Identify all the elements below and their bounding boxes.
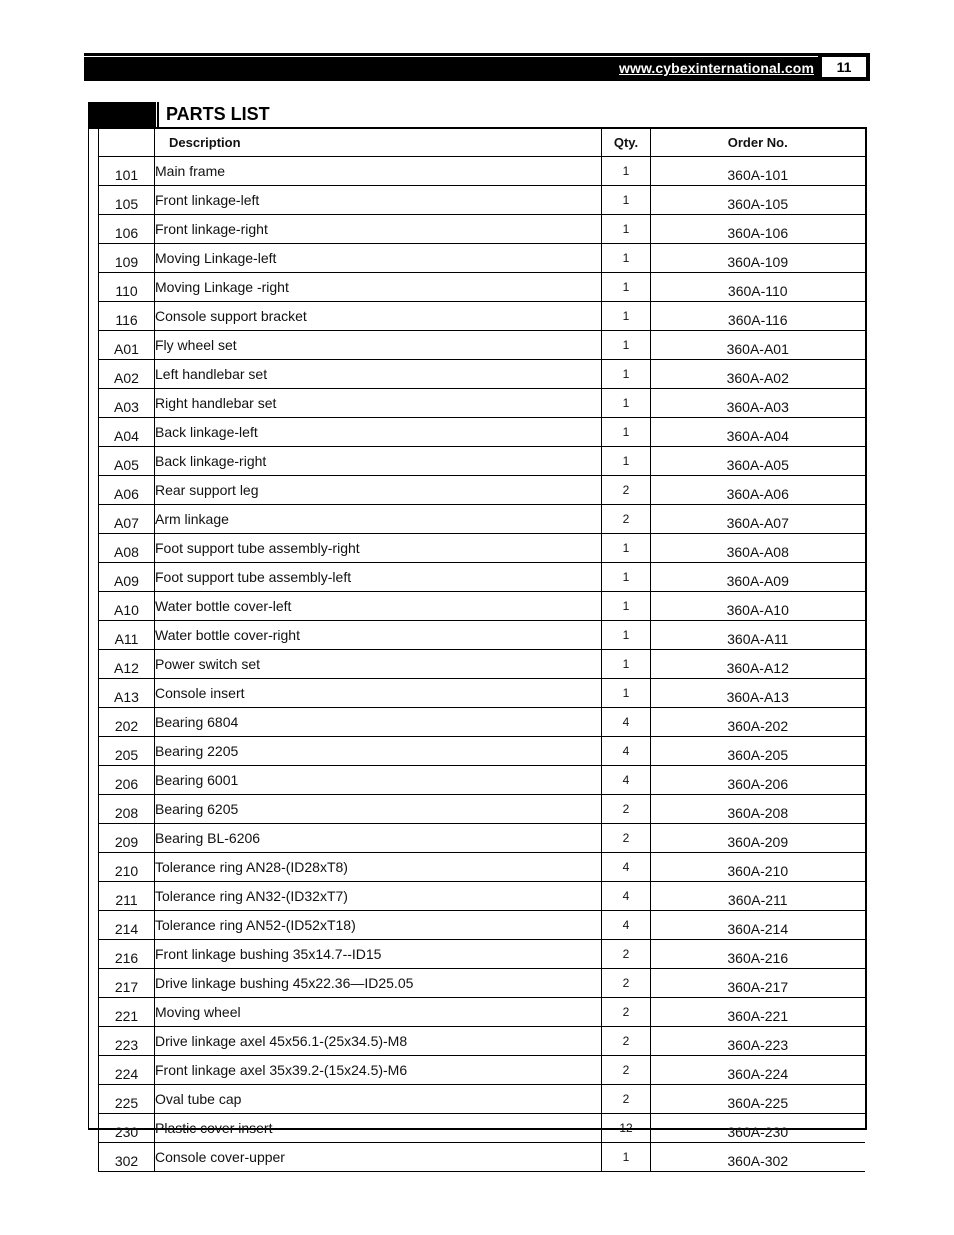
qty-cell: 1 [602, 1143, 651, 1172]
qty-cell: 4 [602, 737, 651, 766]
table-row [99, 389, 865, 418]
order-number-cell: 360A-302 [651, 1143, 865, 1172]
order-number-cell: 360A-210 [651, 853, 865, 882]
order-number-cell: 360A-106 [651, 215, 865, 244]
header-divider [84, 56, 818, 57]
table-row [99, 592, 865, 621]
part-number-cell: A09 [99, 563, 155, 592]
part-number-cell: A05 [99, 447, 155, 476]
description-cell: Console cover-upper [155, 1143, 602, 1172]
part-number-cell: 202 [99, 708, 155, 737]
order-number-cell: 360A-A10 [651, 592, 865, 621]
table-row [99, 824, 865, 853]
qty-cell: 2 [602, 1027, 651, 1056]
section-marker-block [88, 102, 156, 127]
qty-cell: 4 [602, 708, 651, 737]
table-row [99, 940, 865, 969]
description-cell: Arm linkage [155, 505, 602, 534]
table-row [99, 302, 865, 331]
description-cell: Bearing 6205 [155, 795, 602, 824]
order-number-cell: 360A-A08 [651, 534, 865, 563]
part-number-cell: 214 [99, 911, 155, 940]
description-cell: Drive linkage axel 45x56.1-(25x34.5)-M8 [155, 1027, 602, 1056]
description-cell: Tolerance ring AN28-(ID28xT8) [155, 853, 602, 882]
qty-cell: 1 [602, 389, 651, 418]
qty-cell: 2 [602, 476, 651, 505]
order-number-cell: 360A-A13 [651, 679, 865, 708]
qty-cell: 4 [602, 882, 651, 911]
table-row [99, 853, 865, 882]
order-number-cell: 360A-208 [651, 795, 865, 824]
description-cell: Foot support tube assembly-left [155, 563, 602, 592]
section-title: PARTS LIST [166, 104, 270, 124]
qty-cell: 1 [602, 679, 651, 708]
order-number-cell: 360A-105 [651, 186, 865, 215]
part-number-cell: 105 [99, 186, 155, 215]
order-number-cell: 360A-217 [651, 969, 865, 998]
table-row [99, 563, 865, 592]
part-number-cell: A12 [99, 650, 155, 679]
qty-cell: 1 [602, 244, 651, 273]
qty-cell: 4 [602, 911, 651, 940]
description-cell: Back linkage-right [155, 447, 602, 476]
part-number-cell: 205 [99, 737, 155, 766]
qty-cell: 4 [602, 766, 651, 795]
table-row [99, 1114, 865, 1143]
description-cell: Back linkage-left [155, 418, 602, 447]
description-cell: Bearing BL-6206 [155, 824, 602, 853]
description-cell: Power switch set [155, 650, 602, 679]
section-marker-rule [157, 102, 159, 127]
order-number-cell: 360A-216 [651, 940, 865, 969]
table-row [99, 476, 865, 505]
order-number-cell: 360A-224 [651, 1056, 865, 1085]
description-cell: Front linkage bushing 35x14.7--ID15 [155, 940, 602, 969]
qty-cell: 2 [602, 505, 651, 534]
description-cell: Bearing 2205 [155, 737, 602, 766]
qty-cell: 1 [602, 418, 651, 447]
part-number-cell: 224 [99, 1056, 155, 1085]
qty-cell: 1 [602, 360, 651, 389]
qty-cell: 1 [602, 157, 651, 186]
part-number-cell: 209 [99, 824, 155, 853]
table-row [99, 911, 865, 940]
description-cell: Moving Linkage -right [155, 273, 602, 302]
table-row [99, 1143, 865, 1172]
table-header-row [99, 129, 865, 157]
parts-table [98, 128, 865, 1172]
table-row [99, 244, 865, 273]
table-row [99, 882, 865, 911]
part-number-cell: A01 [99, 331, 155, 360]
part-number-cell: 116 [99, 302, 155, 331]
qty-cell: 12 [602, 1114, 651, 1143]
order-number-cell: 360A-205 [651, 737, 865, 766]
order-number-cell: 360A-230 [651, 1114, 865, 1143]
order-number-cell: 360A-A01 [651, 331, 865, 360]
order-number-cell: 360A-A03 [651, 389, 865, 418]
description-cell: Left handlebar set [155, 360, 602, 389]
qty-cell: 2 [602, 824, 651, 853]
description-cell: Drive linkage bushing 45x22.36—ID25.05 [155, 969, 602, 998]
order-number-cell: 360A-110 [651, 273, 865, 302]
qty-cell: 1 [602, 302, 651, 331]
table-row [99, 447, 865, 476]
table-row [99, 708, 865, 737]
description-cell: Tolerance ring AN52-(ID52xT18) [155, 911, 602, 940]
description-cell: Fly wheel set [155, 331, 602, 360]
order-number-cell: 360A-A05 [651, 447, 865, 476]
part-number-cell: A08 [99, 534, 155, 563]
table-row [99, 795, 865, 824]
qty-cell: 1 [602, 447, 651, 476]
description-cell: Moving Linkage-left [155, 244, 602, 273]
table-row [99, 679, 865, 708]
description-cell: Bearing 6804 [155, 708, 602, 737]
qty-cell: 2 [602, 969, 651, 998]
table-row [99, 621, 865, 650]
qty-cell: 1 [602, 650, 651, 679]
table-row [99, 215, 865, 244]
part-number-cell: 230 [99, 1114, 155, 1143]
parts-table-body [99, 157, 865, 1172]
column-header-description: Description [155, 129, 602, 157]
qty-cell: 1 [602, 621, 651, 650]
qty-cell: 2 [602, 998, 651, 1027]
description-cell: Console support bracket [155, 302, 602, 331]
part-number-cell: 109 [99, 244, 155, 273]
order-number-cell: 360A-116 [651, 302, 865, 331]
qty-cell: 1 [602, 534, 651, 563]
part-number-cell: 106 [99, 215, 155, 244]
order-number-cell: 360A-223 [651, 1027, 865, 1056]
qty-cell: 1 [602, 331, 651, 360]
description-cell: Front linkage-right [155, 215, 602, 244]
table-row [99, 360, 865, 389]
qty-cell: 2 [602, 1085, 651, 1114]
order-number-cell: 360A-202 [651, 708, 865, 737]
order-number-cell: 360A-A09 [651, 563, 865, 592]
part-number-cell: 223 [99, 1027, 155, 1056]
column-header-number [99, 129, 155, 157]
table-row [99, 273, 865, 302]
qty-cell: 2 [602, 1056, 651, 1085]
part-number-cell: 211 [99, 882, 155, 911]
description-cell: Plastic cover insert [155, 1114, 602, 1143]
table-row [99, 650, 865, 679]
table-row [99, 766, 865, 795]
table-row [99, 1027, 865, 1056]
description-cell: Bearing 6001 [155, 766, 602, 795]
part-number-cell: A11 [99, 621, 155, 650]
description-cell: Right handlebar set [155, 389, 602, 418]
description-cell: Foot support tube assembly-right [155, 534, 602, 563]
qty-cell: 1 [602, 215, 651, 244]
column-header-qty: Qty. [602, 129, 651, 157]
qty-cell: 1 [602, 563, 651, 592]
table-row [99, 998, 865, 1027]
part-number-cell: 217 [99, 969, 155, 998]
part-number-cell: A07 [99, 505, 155, 534]
part-number-cell: A13 [99, 679, 155, 708]
part-number-cell: 206 [99, 766, 155, 795]
page-header-bar [84, 53, 870, 81]
column-header-order-no: Order No. [651, 129, 865, 157]
order-number-cell: 360A-101 [651, 157, 865, 186]
qty-cell: 1 [602, 186, 651, 215]
part-number-cell: A02 [99, 360, 155, 389]
table-row [99, 186, 865, 215]
part-number-cell: A04 [99, 418, 155, 447]
order-number-cell: 360A-211 [651, 882, 865, 911]
table-row [99, 1056, 865, 1085]
qty-cell: 4 [602, 853, 651, 882]
order-number-cell: 360A-A02 [651, 360, 865, 389]
table-row [99, 534, 865, 563]
qty-cell: 1 [602, 592, 651, 621]
order-number-cell: 360A-221 [651, 998, 865, 1027]
table-row [99, 157, 865, 186]
part-number-cell: 216 [99, 940, 155, 969]
order-number-cell: 360A-A06 [651, 476, 865, 505]
page-number: 11 [821, 56, 867, 78]
description-cell: Front linkage axel 35x39.2-(15x24.5)-M6 [155, 1056, 602, 1085]
part-number-cell: A10 [99, 592, 155, 621]
description-cell: Main frame [155, 157, 602, 186]
order-number-cell: 360A-209 [651, 824, 865, 853]
part-number-cell: A03 [99, 389, 155, 418]
description-cell: Moving wheel [155, 998, 602, 1027]
order-number-cell: 360A-A07 [651, 505, 865, 534]
part-number-cell: 225 [99, 1085, 155, 1114]
part-number-cell: 210 [99, 853, 155, 882]
order-number-cell: 360A-206 [651, 766, 865, 795]
description-cell: Console insert [155, 679, 602, 708]
description-cell: Water bottle cover-left [155, 592, 602, 621]
table-row [99, 418, 865, 447]
description-cell: Oval tube cap [155, 1085, 602, 1114]
part-number-cell: 208 [99, 795, 155, 824]
description-cell: Rear support leg [155, 476, 602, 505]
description-cell: Tolerance ring AN32-(ID32xT7) [155, 882, 602, 911]
table-row [99, 505, 865, 534]
order-number-cell: 360A-A12 [651, 650, 865, 679]
description-cell: Front linkage-left [155, 186, 602, 215]
qty-cell: 1 [602, 273, 651, 302]
order-number-cell: 360A-225 [651, 1085, 865, 1114]
description-cell: Water bottle cover-right [155, 621, 602, 650]
table-row [99, 969, 865, 998]
part-number-cell: 110 [99, 273, 155, 302]
part-number-cell: A06 [99, 476, 155, 505]
table-row [99, 737, 865, 766]
order-number-cell: 360A-A04 [651, 418, 865, 447]
table-row [99, 331, 865, 360]
qty-cell: 2 [602, 795, 651, 824]
website-link[interactable]: www.cybexinternational.com [618, 60, 814, 76]
order-number-cell: 360A-A11 [651, 621, 865, 650]
qty-cell: 2 [602, 940, 651, 969]
part-number-cell: 221 [99, 998, 155, 1027]
part-number-cell: 101 [99, 157, 155, 186]
order-number-cell: 360A-214 [651, 911, 865, 940]
order-number-cell: 360A-109 [651, 244, 865, 273]
part-number-cell: 302 [99, 1143, 155, 1172]
table-row [99, 1085, 865, 1114]
